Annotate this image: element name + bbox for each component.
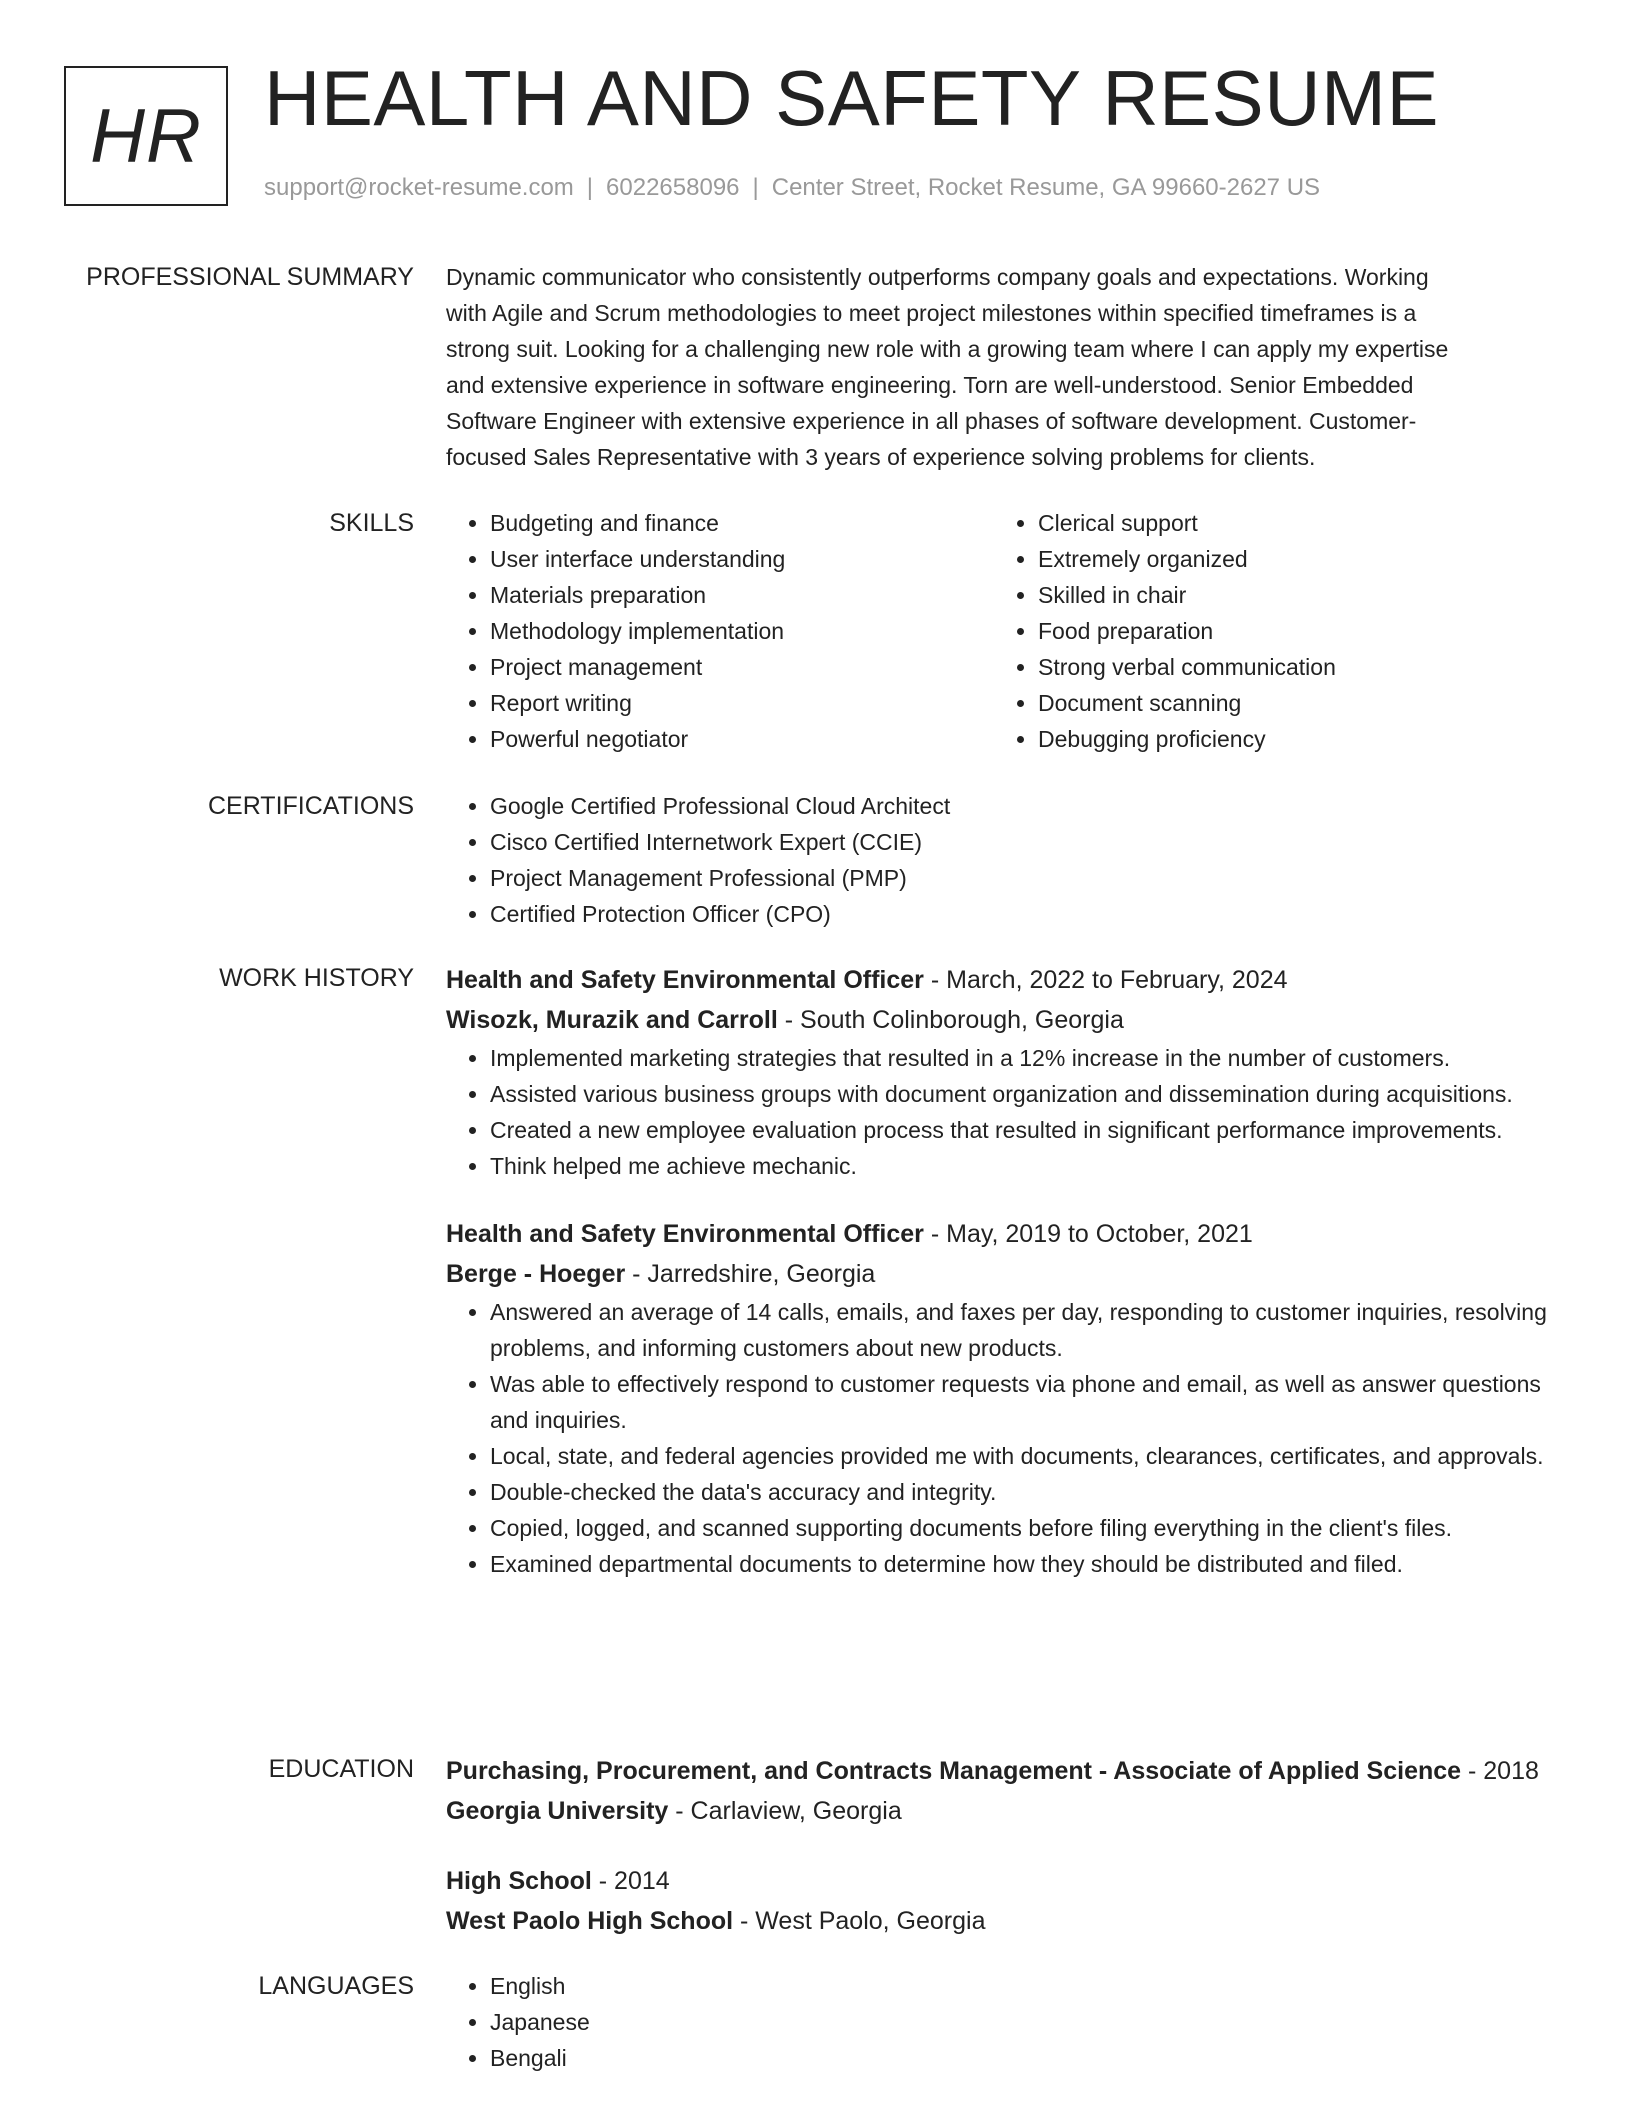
job-duty-item: • Answered an average of 14 calls, emails, and faxes per day, responding to customer inquiries, resolving problems, and informing customers about new products. (490, 1294, 1556, 1366)
education-school-line (446, 1791, 1606, 1831)
job-dates: - May, 2019 to October, 2021 (923, 1220, 1253, 1248)
skill-item: • Clerical support (1038, 505, 1542, 541)
job-location: - Jarredshire, Georgia (625, 1260, 876, 1288)
skill-item: • Materials preparation (490, 577, 994, 613)
education-degree: Purchasing, Procurement, and Contracts Management - Associate of Applied Science (446, 1757, 1462, 1785)
contact-address: Center Street, Rocket Resume, GA 99660-2627 US (771, 174, 1321, 201)
language-item: • Bengali (490, 2040, 1556, 2076)
skills-column-right (994, 505, 1542, 757)
skill-item: • Strong verbal communication (1038, 649, 1542, 685)
skills-column-left (446, 505, 994, 757)
education-year: - 2014 (591, 1867, 670, 1895)
skill-item: • Project management (490, 649, 994, 685)
job-org-line (446, 1254, 1556, 1294)
job-duty-item: • Examined departmental documents to determine how they should be distributed and filed. (490, 1546, 1556, 1582)
skill-item: • Methodology implementation (490, 613, 994, 649)
education-school: Georgia University (446, 1797, 669, 1825)
certification-item: • Certified Protection Officer (CPO) (490, 896, 1556, 932)
job-duty-item: • Copied, logged, and scanned supporting documents before filing everything in the client's files. (490, 1510, 1556, 1546)
section-label: SKILLS (329, 509, 414, 537)
certification-item: • Project Management Professional (PMP) (490, 860, 1556, 896)
education-location: - West Paolo, Georgia (733, 1907, 986, 1935)
job-duty-item: • Think helped me achieve mechanic. (490, 1148, 1556, 1184)
job-duties (446, 1040, 1556, 1184)
job-duty-item: • Local, state, and federal agencies provided me with documents, clearances, certificates, and approvals. (490, 1438, 1556, 1474)
education-entry (446, 1751, 1606, 1831)
skill-item: • Report writing (490, 685, 994, 721)
language-item: • Japanese (490, 2004, 1556, 2040)
education-degree-line (446, 1751, 1606, 1791)
job-title-line (446, 960, 1556, 1000)
job-duty-item: • Was able to effectively respond to customer requests via phone and email, as well as answer questions and inquiries. (490, 1366, 1556, 1438)
education-location: - Carlaview, Georgia (668, 1797, 902, 1825)
job-title-line (446, 1214, 1556, 1254)
job-title: Health and Safety Environmental Officer (446, 1220, 924, 1248)
section-label: EDUCATION (268, 1755, 414, 1783)
job-dates: - March, 2022 to February, 2024 (923, 966, 1288, 994)
summary-text (446, 259, 1556, 475)
job-org-line (446, 1000, 1556, 1040)
job-title: Health and Safety Environmental Officer (446, 966, 924, 994)
skill-item: • Food preparation (1038, 613, 1542, 649)
certifications-list (446, 788, 1556, 932)
work-history-list (446, 960, 1556, 1582)
section-label: LANGUAGES (258, 1972, 414, 2000)
section-label: WORK HISTORY (219, 964, 414, 992)
contact-line (264, 174, 1320, 202)
language-item: • English (490, 1968, 1556, 2004)
job-duty-item: • Created a new employee evaluation process that resulted in significant performance improvements. (490, 1112, 1556, 1148)
job-entry (446, 960, 1556, 1184)
contact-phone[interactable]: 6022658096 (606, 174, 740, 201)
job-duties (446, 1294, 1556, 1582)
summary-line: strong suit. Looking for a challenging new role with a growing team where I can apply my expertise (446, 336, 1449, 362)
section-label: CERTIFICATIONS (207, 792, 414, 820)
contact-email[interactable]: support@rocket-resume.com (264, 174, 574, 201)
summary-line: Software Engineer with extensive experience in all phases of software development. Customer- (446, 408, 1417, 434)
skill-item: • Budgeting and finance (490, 505, 994, 541)
skill-item: • Skilled in chair (1038, 577, 1542, 613)
monogram-logo: HR (64, 66, 228, 206)
skill-item: • Extremely organized (1038, 541, 1542, 577)
resume-title: HEALTH AND SAFETY RESUME (264, 54, 1440, 142)
contact-separator: | (752, 174, 759, 201)
education-school-line (446, 1901, 1606, 1941)
section-label: PROFESSIONAL SUMMARY (86, 263, 414, 291)
job-duty-item: • Double-checked the data's accuracy and integrity. (490, 1474, 1556, 1510)
skill-item: • Document scanning (1038, 685, 1542, 721)
job-duty-item: • Assisted various business groups with document organization and dissemination during acquisitions. (490, 1076, 1556, 1112)
languages-list (446, 1968, 1556, 2076)
summary-line: with Agile and Scrum methodologies to meet project milestones within specified timeframes is a (446, 300, 1417, 326)
education-degree: High School (446, 1867, 592, 1895)
contact-separator: | (586, 174, 594, 201)
job-entry (446, 1214, 1556, 1582)
skill-item: • User interface understanding (490, 541, 994, 577)
skills-list (446, 505, 1556, 757)
summary-line: focused Sales Representative with 3 years of experience solving problems for clients. (446, 444, 1316, 470)
summary-line: and extensive experience in software engineering. Torn are well-understood. Senior Embedded (446, 372, 1414, 398)
education-degree-line (446, 1861, 1606, 1901)
certification-item: • Google Certified Professional Cloud Architect (490, 788, 1556, 824)
job-company: Berge - Hoeger (446, 1260, 626, 1288)
skill-item: • Powerful negotiator (490, 721, 994, 757)
skill-item: • Debugging proficiency (1038, 721, 1542, 757)
education-year: - 2018 (1461, 1757, 1539, 1785)
education-entry (446, 1861, 1606, 1941)
certification-item: • Cisco Certified Internetwork Expert (CCIE) (490, 824, 1556, 860)
education-list (446, 1751, 1606, 1941)
summary-line: Dynamic communicator who consistently outperforms company goals and expectations. Working (446, 264, 1429, 290)
job-location: - South Colinborough, Georgia (777, 1006, 1124, 1034)
education-school: West Paolo High School (446, 1907, 734, 1935)
job-duty-item: • Implemented marketing strategies that resulted in a 12% increase in the number of customers. (490, 1040, 1556, 1076)
job-company: Wisozk, Murazik and Carroll (446, 1006, 778, 1034)
